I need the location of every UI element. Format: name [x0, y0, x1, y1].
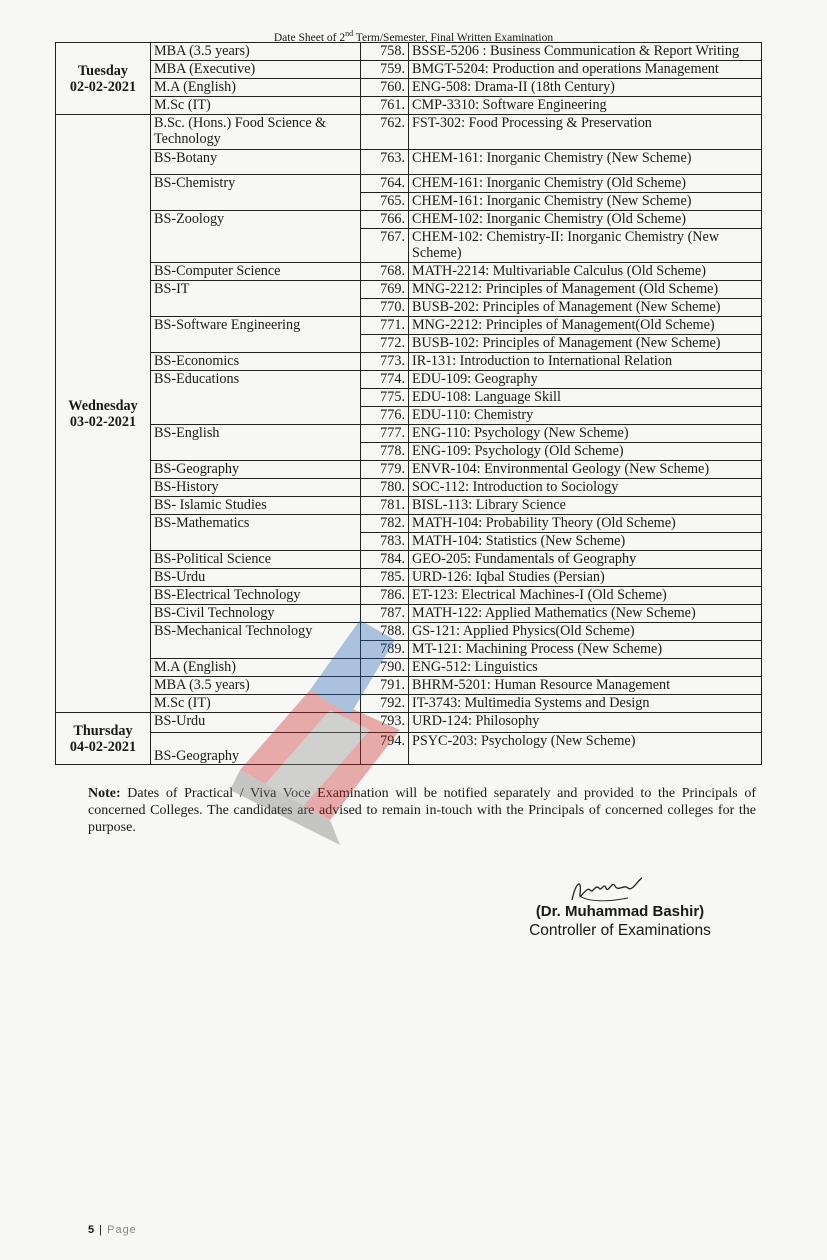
table-row: [56, 115, 762, 150]
program-cell: BS-IT: [151, 281, 361, 317]
program-cell: BS-Software Engineering: [151, 317, 361, 353]
signature-block: [500, 903, 740, 941]
paper-number: 783.: [361, 533, 409, 551]
course-cell: ENG-110: Psychology (New Scheme): [409, 425, 762, 443]
program-cell: BS-Urdu: [151, 569, 361, 587]
document-title: Date Sheet of 2nd Term/Semester, Final Written Examination: [273, 29, 554, 44]
program-cell: MBA (3.5 years): [151, 677, 361, 695]
day-cell-thursday: Thursday 04-02-2021: [56, 713, 151, 765]
paper-number: 763.: [361, 150, 409, 175]
table-row: [56, 623, 762, 641]
course-cell: CHEM-161: Inorganic Chemistry (Old Scheme): [409, 175, 762, 193]
course-cell: MNG-2212: Principles of Management(Old Scheme): [409, 317, 762, 335]
course-cell: IT-3743: Multimedia Systems and Design: [409, 695, 762, 713]
paper-number: 771.: [361, 317, 409, 335]
course-cell: CHEM-161: Inorganic Chemistry (New Scheme): [409, 193, 762, 211]
paper-number: 794.: [361, 733, 409, 765]
course-cell: CMP-3310: Software Engineering: [409, 97, 762, 115]
program-cell: BS-Geography: [151, 733, 361, 765]
program-cell: BS-Electrical Technology: [151, 587, 361, 605]
paper-number: 776.: [361, 407, 409, 425]
paper-number: 793.: [361, 713, 409, 733]
course-cell: URD-124: Philosophy: [409, 713, 762, 733]
note-label: Note:: [88, 786, 121, 801]
paper-number: 787.: [361, 605, 409, 623]
note-text: Dates of Practical / Viva Voce Examination will be notified separately and provided to the Principals of concerned Colleges. The candidates are advised to remain in-touch with the Principals of concerned colleges for the purpose.: [88, 786, 756, 835]
course-cell: IR-131: Introduction to International Relation: [409, 353, 762, 371]
paper-number: 760.: [361, 79, 409, 97]
paper-number: 785.: [361, 569, 409, 587]
table-row: [56, 317, 762, 335]
table-row: [56, 263, 762, 281]
paper-number: 791.: [361, 677, 409, 695]
course-cell: CHEM-161: Inorganic Chemistry (New Scheme): [409, 150, 762, 175]
table-row: [56, 713, 762, 733]
course-cell: ENG-109: Psychology (Old Scheme): [409, 443, 762, 461]
table-row: [56, 605, 762, 623]
table-row: [56, 281, 762, 299]
course-cell: SOC-112: Introduction to Sociology: [409, 479, 762, 497]
paper-number: 779.: [361, 461, 409, 479]
program-cell: BS-Computer Science: [151, 263, 361, 281]
course-cell: MT-121: Machining Process (New Scheme): [409, 641, 762, 659]
course-cell: ENG-512: Linguistics: [409, 659, 762, 677]
course-cell: MNG-2212: Principles of Management (Old Scheme): [409, 281, 762, 299]
course-cell: MATH-122: Applied Mathematics (New Scheme): [409, 605, 762, 623]
paper-number: 786.: [361, 587, 409, 605]
course-cell: MATH-2214: Multivariable Calculus (Old Scheme): [409, 263, 762, 281]
paper-number: 758.: [361, 43, 409, 61]
signer-name: (Dr. Muhammad Bashir): [535, 903, 705, 920]
table-row: [56, 733, 762, 765]
program-cell: BS-Civil Technology: [151, 605, 361, 623]
paper-number: 788.: [361, 623, 409, 641]
table-row: [56, 43, 762, 61]
table-row: [56, 569, 762, 587]
course-cell: MATH-104: Statistics (New Scheme): [409, 533, 762, 551]
paper-number: 769.: [361, 281, 409, 299]
paper-number: 774.: [361, 371, 409, 389]
paper-number: 770.: [361, 299, 409, 317]
day-cell-tuesday: Tuesday 02-02-2021: [56, 43, 151, 115]
course-cell: CHEM-102: Chemistry-II: Inorganic Chemistry (New Scheme): [409, 229, 762, 263]
paper-number: 784.: [361, 551, 409, 569]
course-cell: GS-121: Applied Physics(Old Scheme): [409, 623, 762, 641]
program-cell: B.Sc. (Hons.) Food Science & Technology: [151, 115, 361, 150]
table-row: [56, 479, 762, 497]
course-cell: BHRM-5201: Human Resource Management: [409, 677, 762, 695]
paper-number: 762.: [361, 115, 409, 150]
course-cell: FST-302: Food Processing & Preservation: [409, 115, 762, 150]
table-row: [56, 61, 762, 79]
table-row: [56, 515, 762, 533]
program-cell: BS-Botany: [151, 150, 361, 175]
course-cell: EDU-110: Chemistry: [409, 407, 762, 425]
table-row: [56, 97, 762, 115]
program-cell: M.Sc (IT): [151, 97, 361, 115]
course-cell: GEO-205: Fundamentals of Geography: [409, 551, 762, 569]
date-sheet-table: [55, 42, 762, 765]
paper-number: 780.: [361, 479, 409, 497]
paper-number: 772.: [361, 335, 409, 353]
paper-number: 767.: [361, 229, 409, 263]
program-cell: BS-Geography: [151, 461, 361, 479]
page-footer: 5 | Page: [88, 1224, 137, 1236]
table-row: [56, 211, 762, 229]
program-cell: BS-History: [151, 479, 361, 497]
program-cell: BS-Zoology: [151, 211, 361, 263]
table-row: [56, 353, 762, 371]
paper-number: 777.: [361, 425, 409, 443]
program-cell: MBA (3.5 years): [151, 43, 361, 61]
table-row: [56, 425, 762, 443]
paper-number: 773.: [361, 353, 409, 371]
table-row: [56, 695, 762, 713]
course-cell: CHEM-102: Inorganic Chemistry (Old Scheme): [409, 211, 762, 229]
course-cell: BMGT-5204: Production and operations Management: [409, 61, 762, 79]
program-cell: BS-Urdu: [151, 713, 361, 733]
program-cell: BS-Political Science: [151, 551, 361, 569]
signer-title: Controller of Examinations: [529, 922, 711, 939]
course-cell: EDU-109: Geography: [409, 371, 762, 389]
paper-number: 781.: [361, 497, 409, 515]
program-cell: BS-Chemistry: [151, 175, 361, 211]
course-cell: BISL-113: Library Science: [409, 497, 762, 515]
course-cell: PSYC-203: Psychology (New Scheme): [409, 733, 762, 765]
course-cell: EDU-108: Language Skill: [409, 389, 762, 407]
table-row: [56, 497, 762, 515]
table-row: [56, 79, 762, 97]
paper-number: 782.: [361, 515, 409, 533]
table-row: [56, 175, 762, 193]
program-cell: BS-Mechanical Technology: [151, 623, 361, 659]
program-cell: MBA (Executive): [151, 61, 361, 79]
program-cell: M.Sc (IT): [151, 695, 361, 713]
program-cell: BS-Educations: [151, 371, 361, 425]
paper-number: 790.: [361, 659, 409, 677]
program-cell: M.A (English): [151, 659, 361, 677]
course-cell: MATH-104: Probability Theory (Old Scheme): [409, 515, 762, 533]
paper-number: 775.: [361, 389, 409, 407]
note-paragraph: [88, 785, 756, 836]
program-cell: BS- Islamic Studies: [151, 497, 361, 515]
course-cell: ET-123: Electrical Machines-I (Old Scheme): [409, 587, 762, 605]
paper-number: 792.: [361, 695, 409, 713]
course-cell: ENVR-104: Environmental Geology (New Scheme): [409, 461, 762, 479]
paper-number: 766.: [361, 211, 409, 229]
paper-number: 761.: [361, 97, 409, 115]
course-cell: BUSB-202: Principles of Management (New Scheme): [409, 299, 762, 317]
page-number: 5: [88, 1224, 96, 1236]
table-row: [56, 659, 762, 677]
day-cell-wednesday: Wednesday 03-02-2021: [56, 115, 151, 713]
paper-number: 778.: [361, 443, 409, 461]
table-row: [56, 677, 762, 695]
paper-number: 764.: [361, 175, 409, 193]
paper-number: 765.: [361, 193, 409, 211]
program-cell: BS-Mathematics: [151, 515, 361, 551]
paper-number: 789.: [361, 641, 409, 659]
page-label: Page: [107, 1224, 137, 1236]
course-cell: URD-126: Iqbal Studies (Persian): [409, 569, 762, 587]
course-cell: BSSE-5206 : Business Communication & Report Writing: [409, 43, 762, 61]
program-cell: BS-Economics: [151, 353, 361, 371]
course-cell: BUSB-102: Principles of Management (New Scheme): [409, 335, 762, 353]
program-cell: BS-English: [151, 425, 361, 461]
paper-number: 768.: [361, 263, 409, 281]
table-row: [56, 371, 762, 389]
course-cell: ENG-508: Drama-II (18th Century): [409, 79, 762, 97]
program-cell: M.A (English): [151, 79, 361, 97]
table-row: [56, 551, 762, 569]
paper-number: 759.: [361, 61, 409, 79]
table-row: [56, 150, 762, 175]
table-row: [56, 587, 762, 605]
table-row: [56, 461, 762, 479]
